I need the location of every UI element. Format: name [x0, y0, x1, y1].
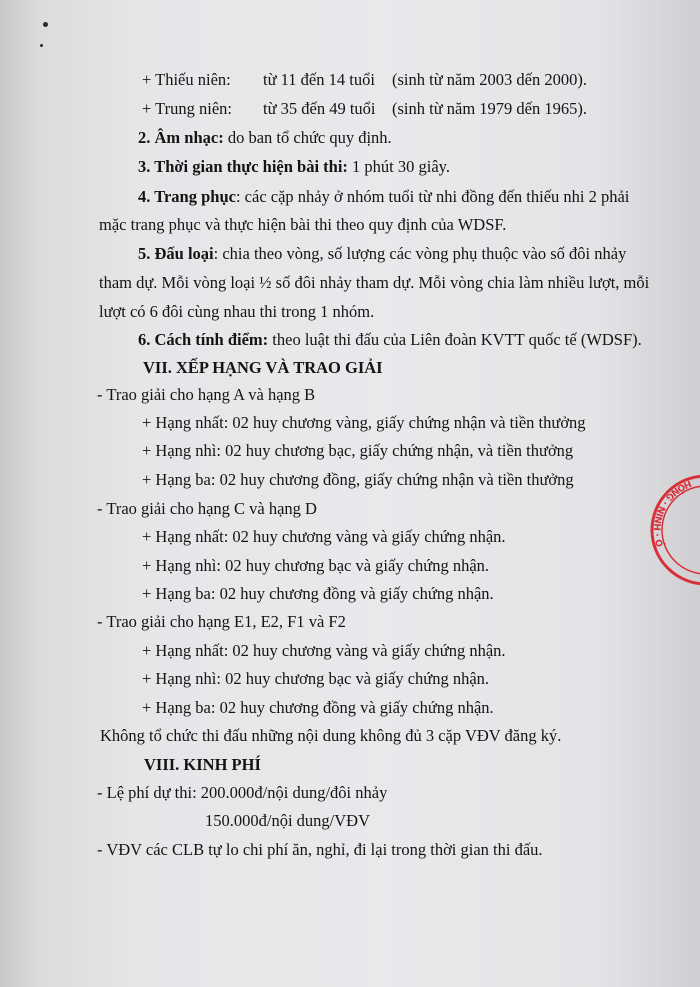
- section-text: mặc trang phục và thực hiện bài thi theo quy định của WDSF.: [99, 215, 507, 234]
- section-text: : các cặp nhảy ở nhóm tuổi từ nhi đồng đến thiếu nhi 2 phải: [235, 187, 630, 206]
- award-item: + Hạng ba: 02 huy chương đồng và giấy chứng nhận.: [142, 698, 494, 717]
- section-text: theo luật thi đấu của Liên đoàn KVTT quốc tế (WDSF).: [268, 330, 642, 349]
- award-note: Không tổ chức thi đấu những nội dung không đủ 3 cặp VĐV đăng ký.: [100, 726, 562, 745]
- age-group-note: (sinh từ năm 2003 dến 2000).: [392, 70, 588, 89]
- age-group-range: từ 35 đến 49 tuổi: [263, 99, 376, 118]
- section-music: [138, 128, 392, 148]
- fee-line: - Lệ phí dự thi: 200.000đ/nội dung/đôi nhảy: [97, 783, 388, 802]
- award-group-heading: - Trao giải cho hạng C và hạng D: [97, 499, 317, 518]
- age-group-note: (sinh từ năm 1979 dến 1965).: [392, 99, 588, 118]
- section-title: VII. XẾP HẠNG VÀ TRAO GIẢI: [143, 358, 383, 377]
- age-group-row: [142, 99, 662, 119]
- section-heading: 6. Cách tính điểm:: [138, 330, 269, 349]
- svg-text:HỒNG · NINH · Ố: [651, 478, 693, 549]
- age-group-row: [142, 70, 662, 90]
- age-group-range: từ 11 đến 14 tuổi: [263, 70, 375, 89]
- award-item: + Hạng nhì: 02 huy chương bạc và giấy chứng nhận.: [142, 669, 490, 688]
- age-group-label: + Trung niên:: [142, 99, 232, 118]
- section-text: 1 phút 30 giây.: [347, 157, 450, 176]
- section-heading: 3. Thời gian thực hiện bài thi:: [138, 157, 348, 176]
- section-text: tham dự. Mỗi vòng loại ½ số đôi nhảy tham dự. Mỗi vòng chia làm nhiều lượt, mỗi: [99, 273, 650, 292]
- section-costume: [138, 187, 629, 207]
- section-heading: 2. Âm nhạc:: [138, 128, 224, 147]
- award-item: + Hạng ba: 02 huy chương đồng và giấy chứng nhận.: [142, 584, 494, 603]
- section-time: [138, 157, 450, 177]
- award-item: + Hạng nhất: 02 huy chương vàng và giấy chứng nhận.: [142, 527, 506, 546]
- section-heading: 5. Đấu loại: [138, 244, 214, 263]
- section-text: : chia theo vòng, số lượng các vòng phụ thuộc vào số đôi nhảy: [213, 244, 627, 263]
- age-group-label: + Thiếu niên:: [142, 70, 231, 89]
- red-stamp-seal: [650, 470, 700, 590]
- section-text: lượt có 6 đôi cùng nhau thi trong 1 nhóm.: [99, 302, 375, 321]
- award-item: + Hạng nhì: 02 huy chương bạc, giấy chứng nhận, và tiền thưởng: [142, 441, 574, 460]
- section-heading: 4. Trang phục: [138, 187, 236, 206]
- award-item: + Hạng nhất: 02 huy chương vàng, giấy chứng nhận và tiền thưởng: [142, 413, 586, 432]
- award-group-heading: - Trao giải cho hạng A và hạng B: [97, 385, 316, 404]
- stamp-text: HỒNG · NINH · Ố: [650, 477, 693, 549]
- award-item: + Hạng nhất: 02 huy chương vàng và giấy chứng nhận.: [142, 641, 506, 660]
- fee-line: - VĐV các CLB tự lo chi phí ăn, nghỉ, đi lại trong thời gian thi đấu.: [97, 840, 543, 859]
- award-item: + Hạng nhì: 02 huy chương bạc và giấy chứng nhận.: [142, 556, 490, 575]
- section-text: do ban tổ chức quy định.: [223, 128, 392, 147]
- section-elimination: [138, 244, 626, 264]
- scan-speck: [43, 22, 48, 27]
- section-title: VIII. KINH PHÍ: [144, 755, 261, 774]
- award-item: + Hạng ba: 02 huy chương đồng, giấy chứng nhận và tiền thưởng: [142, 470, 574, 489]
- award-group-heading: - Trao giải cho hạng E1, E2, F1 và F2: [97, 612, 346, 631]
- scan-speck: [40, 44, 43, 47]
- fee-line: 150.000đ/nội dung/VĐV: [205, 811, 370, 830]
- section-scoring: [138, 330, 642, 350]
